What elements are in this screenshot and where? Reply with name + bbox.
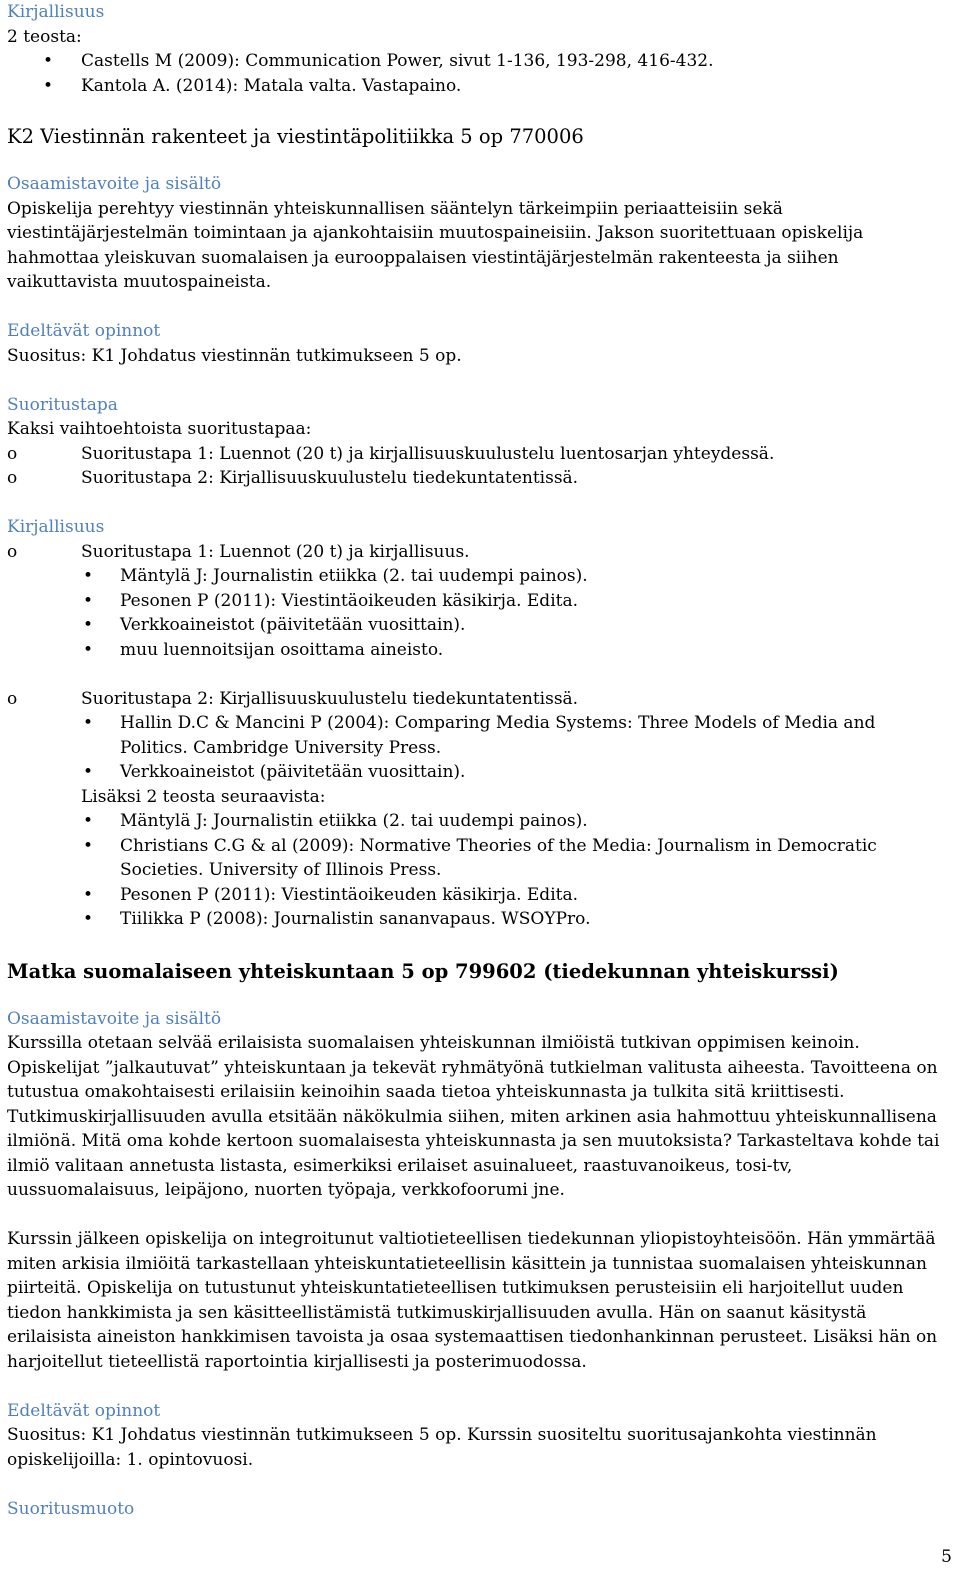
list-item: o Suoritustapa 2: Kirjallisuuskuulustelu tiedekuntatentissä. — [7, 687, 947, 712]
list-item: • Christians C.G & al (2009): Normative Theories of the Media: Journalism in Democratic Societies. University of Illinois Press. — [7, 834, 947, 883]
method-list — [7, 442, 947, 491]
list-item: • Castells M (2009): Communication Power, sivut 1-136, 193-298, 416-432. — [7, 49, 947, 74]
list-item: • Tiilikka P (2008): Journalistin sananvapaus. WSOYPro. — [7, 907, 947, 932]
document-page — [7, 0, 947, 1521]
list-item: • Pesonen P (2011): Viestintäoikeuden käsikirja. Edita. — [7, 589, 947, 614]
lit-option1-list — [7, 564, 947, 662]
k2-literature-heading: Kirjallisuus — [7, 517, 105, 537]
lit-option2-extra-intro: Lisäksi 2 teosta seuraavista: — [81, 786, 326, 807]
list-item: • Verkkoaineistot (päivitetään vuosittain). — [7, 760, 947, 785]
list-item: o Suoritustapa 2: Kirjallisuuskuulustelu tiedekuntatentissä. — [7, 466, 947, 491]
matka-goals-heading: Osaamistavoite ja sisältö — [7, 1008, 222, 1029]
lit-option2-list — [7, 711, 947, 785]
list-item: o Suoritustapa 1: Luennot (20 t) ja kirjallisuus. — [7, 540, 947, 565]
list-item: • Mäntylä J: Journalistin etiikka (2. tai uudempi painos). — [7, 809, 947, 834]
matka-prereq-heading: Edeltävät opinnot — [7, 1400, 161, 1421]
list-item: • Kantola A. (2014): Matala valta. Vastapaino. — [7, 74, 947, 99]
prereq-heading: Edeltävät opinnot — [7, 321, 161, 341]
matka-prereq-text: Suositus: K1 Johdatus viestinnän tutkimukseen 5 op. Kurssin suositeltu suoritusajankohta viestinnän opiskelijoilla: 1. opintovuosi. — [7, 1425, 877, 1470]
matka-goals-p1: Kurssilla otetaan selvää erilaisista suomalaisen yhteiskunnan ilmiöistä tutkivan oppimisen keinoin. Opiskelijat ”jalkautuvat” yhteiskuntaan ja tekevät ryhmätyönä tutkielman valitusta aiheesta. Tavoitteena on tutustua omakohtaisesti erilaisiin keinoihin saada tietoa yhteiskunnasta ja tulkita sitä kriittisesti. Tutkimuskirjallisuuden avulla etsitään näkökulmia siihen, miten arkinen asia hahmottuu yhteiskunnallisena ilmiönä. Mitä oma kohde kertoon suomalaisesta yhteiskunnasta ja sen muutoksista? Tarkasteltava kohde tai ilmiö valitaan annetusta listasta, esimerkiksi erilaiset asuinalueet, raastuvanoikeus, tosi-tv, uussuomalaisuus, leipäjono, nuorten työpaja, verkkofoorumi jne. — [7, 1033, 940, 1200]
list-item: • Hallin D.C & Mancini P (2004): Comparing Media Systems: Three Models of Media and Politics. Cambridge University Press. — [7, 711, 947, 760]
course-title-k2: K2 Viestinnän rakenteet ja viestintäpolitiikka 5 op 770006 — [7, 125, 584, 148]
list-item: • Pesonen P (2011): Viestintäoikeuden käsikirja. Edita. — [7, 883, 947, 908]
list-item: • Verkkoaineistot (päivitetään vuosittain). — [7, 613, 947, 638]
list-item: • muu luennoitsijan osoittama aineisto. — [7, 638, 947, 663]
lit-option2 — [7, 687, 947, 712]
matka-form-heading: Suoritusmuoto — [7, 1498, 135, 1519]
page-number: 5 — [941, 1546, 952, 1567]
list-item: • Mäntylä J: Journalistin etiikka (2. tai uudempi painos). — [7, 564, 947, 589]
method-intro: Kaksi vaihtoehtoista suoritustapaa: — [7, 419, 312, 439]
lit-option2-extra-list — [7, 809, 947, 932]
literature-intro: 2 teosta: — [7, 26, 82, 47]
goals-text: Opiskelija perehtyy viestinnän yhteiskunnallisen sääntelyn tärkeimpiin periaatteisiin sekä viestintäjärjestelmän toimintaan ja ajankohtaisiin muutospaineisiin. Jakson suoritettuaan opiskelija hahmottaa yleiskuvan suomalaisen ja eurooppalaisen viestintäjärjestelmän rakenteesta ja siihen vaikuttavista muutospaineista. — [7, 198, 864, 292]
matka-goals-p2: Kurssin jälkeen opiskelija on integroitunut valtiotieteellisen tiedekunnan yliopistoyhteisöön. Hän ymmärtää miten arkisia ilmiöitä tarkastellaan yhteiskuntatieteellisin käsittein ja tunnistaa suomalaisen yhteiskunnan piirteitä. Opiskelija on tutustunut yhteiskuntatieteellisen tutkimuksen perusteisiin eli harjoitellut uuden tiedon hankkimista ja sen käsitteellistämistä tutkimuskirjallisuuden avulla. Hän on saanut käsitystä erilaisista aineiston hankkimisen tavoista ja osaa systemaattisen tiedonhankinnan perusteet. Lisäksi hän on harjoitellut tieteellistä raportointia kirjallisesti ja posterimuodossa. — [7, 1229, 938, 1372]
goals-heading: Osaamistavoite ja sisältö — [7, 174, 222, 194]
literature-list — [7, 49, 947, 98]
prereq-text: Suositus: K1 Johdatus viestinnän tutkimukseen 5 op. — [7, 345, 462, 366]
course-title-matka: Matka suomalaiseen yhteiskuntaan 5 op 799602 (tiedekunnan yhteiskurssi) — [7, 959, 839, 983]
literature-heading: Kirjallisuus — [7, 2, 105, 22]
method-heading: Suoritustapa — [7, 394, 118, 415]
list-item: o Suoritustapa 1: Luennot (20 t) ja kirjallisuuskuulustelu luentosarjan yhteydessä. — [7, 442, 947, 467]
lit-option1 — [7, 540, 947, 565]
